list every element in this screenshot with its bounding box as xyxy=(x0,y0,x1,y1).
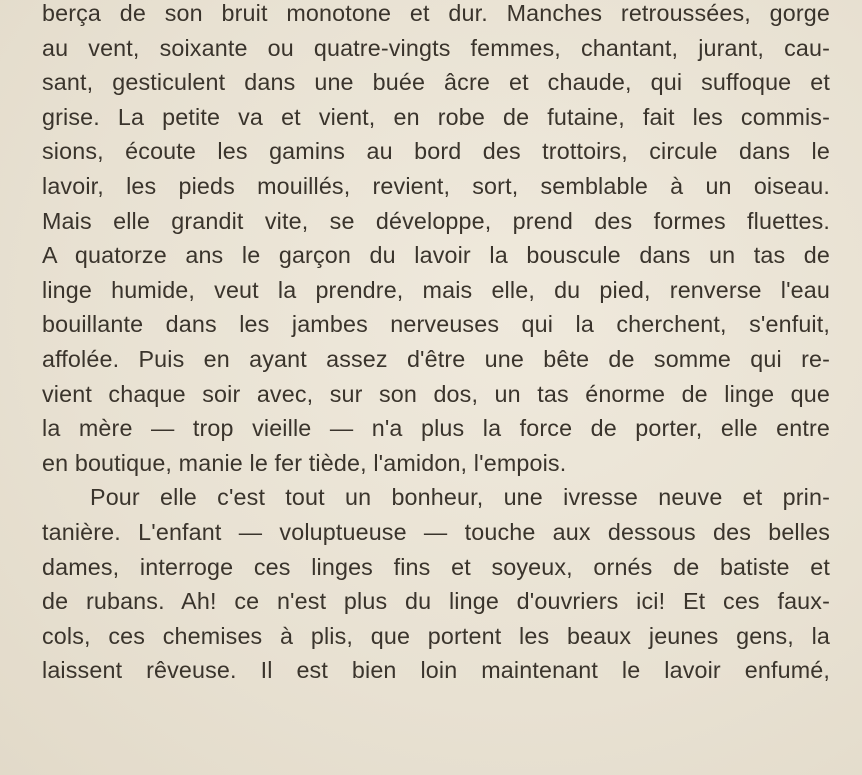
text-line: linge humide, veut la prendre, mais elle, du pied, renverse l'eau xyxy=(42,276,830,303)
text-line: Mais elle grandit vite, se développe, prend des formes fluettes. xyxy=(42,207,830,234)
text-line: la mère — trop vieille — n'a plus la force de porter, elle entre xyxy=(42,415,830,442)
text-line: de rubans. Ah! ce n'est plus du linge d'ouvriers ici! Et ces faux- xyxy=(42,588,830,615)
paragraph-1 xyxy=(42,0,830,480)
text-line: en boutique, manie le fer tiède, l'amidon, l'empois. xyxy=(42,449,567,476)
text-line: grise. La petite va et vient, en robe de futaine, fait les commis- xyxy=(42,103,830,130)
text-line: affolée. Puis en ayant assez d'être une bête de somme qui re- xyxy=(42,345,830,372)
paragraph-2 xyxy=(42,480,830,688)
body-text xyxy=(42,0,830,688)
text-line: cols, ces chemises à plis, que portent les beaux jeunes gens, la xyxy=(42,622,830,649)
text-line: bouillante dans les jambes nerveuses qui la cherchent, s'enfuit, xyxy=(42,311,830,338)
text-line: laissent rêveuse. Il est bien loin maintenant le lavoir enfumé, xyxy=(42,657,830,684)
text-line: tanière. L'enfant — voluptueuse — touche aux dessous des belles xyxy=(42,518,830,545)
text-line: sions, écoute les gamins au bord des trottoirs, circule dans le xyxy=(42,138,830,165)
text-line: vient chaque soir avec, sur son dos, un tas énorme de linge que xyxy=(42,380,830,407)
text-line: au vent, soixante ou quatre-vingts femmes, chantant, jurant, cau- xyxy=(42,34,830,61)
text-line: Pour elle c'est tout un bonheur, une ivresse neuve et prin- xyxy=(90,484,830,511)
text-line: berça de son bruit monotone et dur. Manches retroussées, gorge xyxy=(42,0,830,26)
text-line: A quatorze ans le garçon du lavoir la bouscule dans un tas de xyxy=(42,242,830,269)
text-line: lavoir, les pieds mouillés, revient, sort, semblable à un oiseau. xyxy=(42,172,830,199)
text-line: sant, gesticulent dans une buée âcre et chaude, qui suffoque et xyxy=(42,69,830,96)
text-line: dames, interroge ces linges fins et soyeux, ornés de batiste et xyxy=(42,553,830,580)
